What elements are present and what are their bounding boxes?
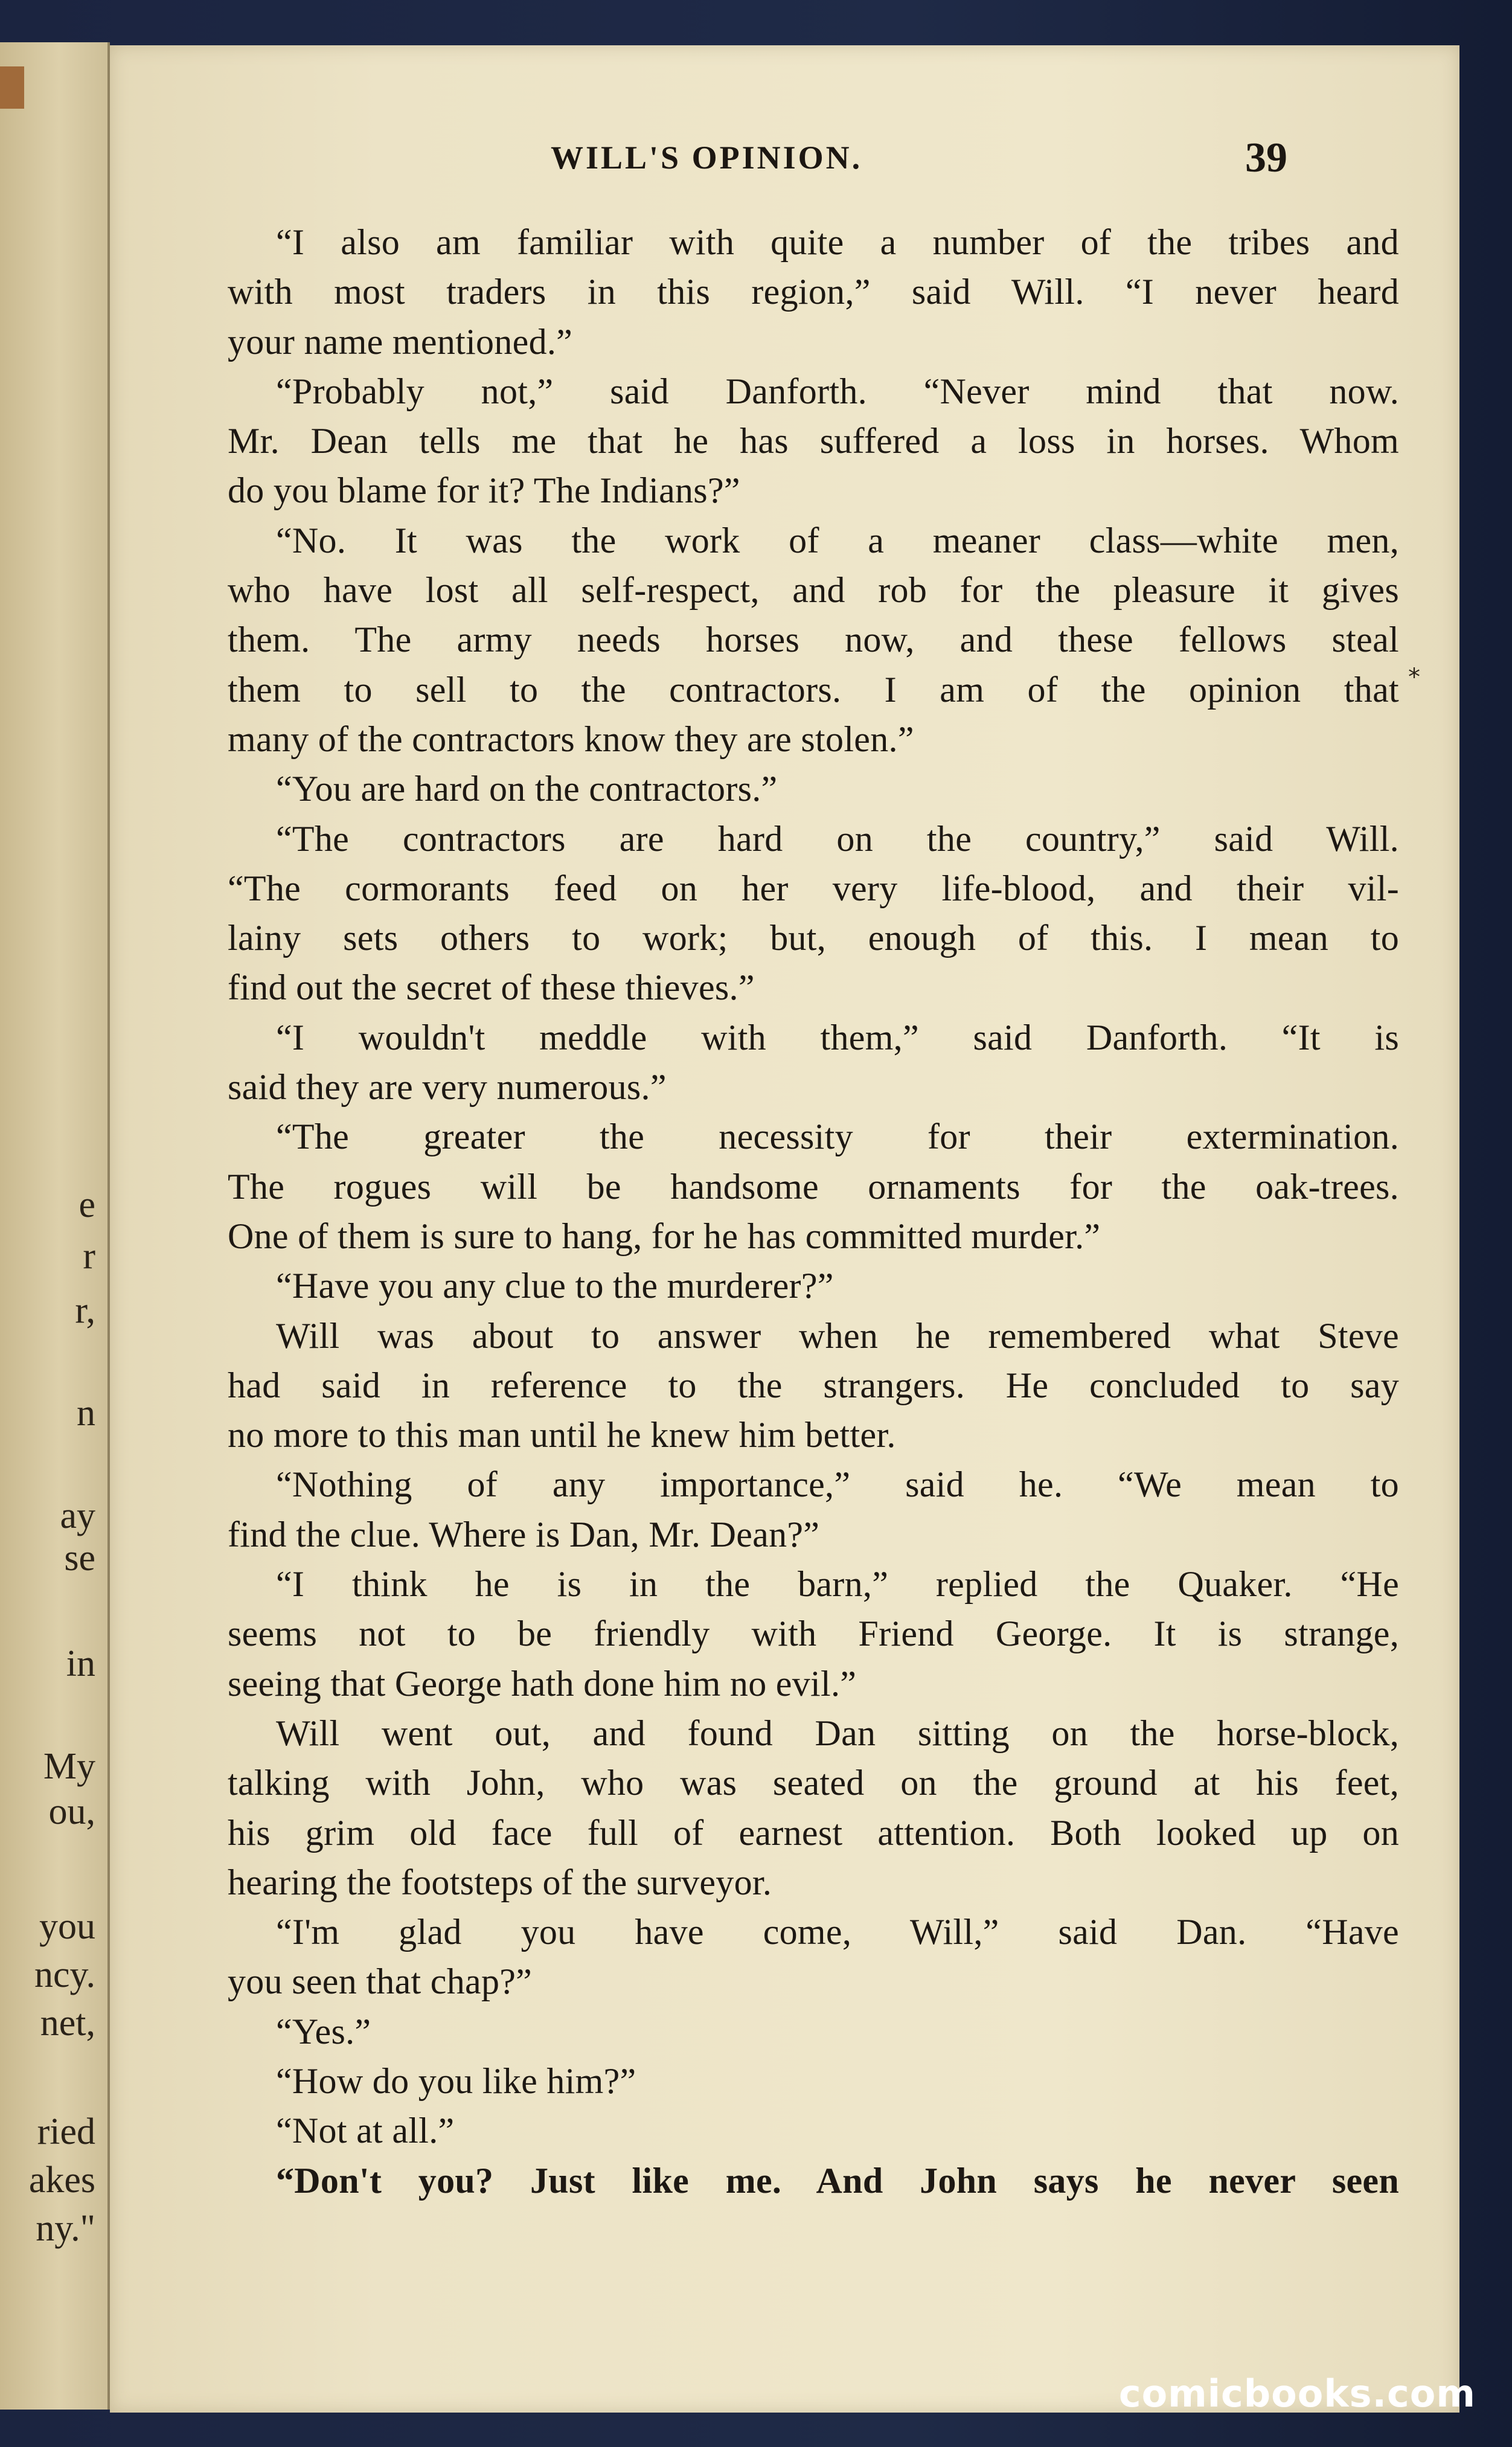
book-page (110, 45, 1459, 2413)
text-line: you seen that chap?” (228, 1961, 533, 2002)
margin-mark: ⁎ (1408, 656, 1420, 683)
text-line: seeing that George hath done him no evil.” (228, 1663, 857, 1704)
text-line: find out the secret of these thieves.” (228, 967, 755, 1008)
left-page-fragment: r (83, 1236, 95, 1277)
text-line: with most traders in this region,” said Will. “I never heard (228, 272, 1399, 312)
left-page-fragment: net, (40, 2003, 95, 2044)
text-line: “Don't you? Just like me. And John says he never seen (276, 2160, 1399, 2201)
text-line: “Not at all.” (276, 2111, 455, 2151)
text-line: The rogues will be handsome ornaments for the oak-trees. (228, 1166, 1399, 1207)
text-line: “I think he is in the barn,” replied the Quaker. “He (276, 1564, 1399, 1605)
page-number: 39 (1245, 135, 1287, 181)
text-line: “The greater the necessity for their extermination. (276, 1117, 1399, 1157)
text-line: them to sell to the contractors. I am of the opinion that (228, 669, 1399, 710)
text-line: “I also am familiar with quite a number of the tribes and (276, 222, 1399, 262)
text-line: Mr. Dean tells me that he has suffered a loss in horses. Whom (228, 421, 1399, 461)
left-page-fragment: ay (60, 1495, 95, 1536)
left-page-edge (0, 42, 110, 2410)
text-line: One of them is sure to hang, for he has committed murder.” (228, 1216, 1101, 1256)
text-line: seems not to be friendly with Friend George. It is strange, (228, 1614, 1399, 1654)
text-line: “You are hard on the contractors.” (276, 769, 778, 809)
left-page-fragment: akes (28, 2160, 95, 2201)
text-line: “No. It was the work of a meaner class—white men, (276, 520, 1399, 560)
left-page-fragment: My (43, 1746, 95, 1787)
text-line: “Have you any clue to the murderer?” (276, 1266, 834, 1306)
running-head (110, 135, 1459, 187)
left-page-fragment: e (78, 1184, 95, 1225)
text-line: Will was about to answer when he remembered what Steve (276, 1315, 1399, 1356)
running-title: WILL'S OPINION. (551, 140, 863, 176)
left-page-fragment: ny." (36, 2208, 95, 2249)
text-line: had said in reference to the strangers. He concluded to say (228, 1365, 1399, 1405)
left-page-fragment: r, (75, 1290, 95, 1331)
text-line: “Probably not,” said Danforth. “Never mind that now. (276, 371, 1399, 411)
text-line: Will went out, and found Dan sitting on the horse-block, (276, 1713, 1399, 1753)
text-line: your name mentioned.” (228, 321, 573, 362)
left-page-fragment: se (64, 1538, 95, 1579)
text-line: no more to this man until he knew him better. (228, 1415, 896, 1455)
text-line: them. The army needs horses now, and these fellows steal (228, 620, 1399, 660)
text-line: “Nothing of any importance,” said he. “We mean to (276, 1464, 1399, 1505)
text-line: said they are very numerous.” (228, 1067, 667, 1108)
site-watermark: comicbooks.com (1118, 2372, 1476, 2416)
text-line: his grim old face full of earnest attention. Both looked up on (228, 1812, 1399, 1853)
text-line: do you blame for it? The Indians?” (228, 470, 740, 511)
left-page-fragment: ncy. (34, 1954, 95, 1995)
text-line: who have lost all self-respect, and rob for the pleasure it gives (228, 570, 1399, 611)
text-line: lainy sets others to work; but, enough of this. I mean to (228, 918, 1399, 958)
left-page-fragment: you (39, 1906, 95, 1947)
text-line: “I wouldn't meddle with them,” said Danforth. “It is (276, 1017, 1399, 1057)
text-line: talking with John, who was seated on the ground at his feet, (228, 1763, 1399, 1803)
text-line: hearing the footsteps of the surveyor. (228, 1862, 772, 1902)
text-line: “The contractors are hard on the country,” said Will. (276, 818, 1399, 859)
text-line: “The cormorants feed on her very life-blood, and their vil- (228, 868, 1399, 908)
text-line: many of the contractors know they are stolen.” (228, 719, 914, 759)
text-line: “I'm glad you have come, Will,” said Dan. “Have (276, 1912, 1399, 1952)
body-text (228, 217, 1399, 2205)
left-page-fragment: n (77, 1393, 95, 1434)
spine-tab (0, 66, 24, 109)
text-line: “Yes.” (276, 2011, 371, 2051)
left-page-fragment: ou, (48, 1791, 95, 1832)
text-line: find the clue. Where is Dan, Mr. Dean?” (228, 1514, 820, 1554)
text-line: “How do you like him?” (276, 2061, 636, 2101)
left-page-fragment: in (66, 1643, 95, 1684)
left-page-fragment: ried (37, 2111, 95, 2152)
